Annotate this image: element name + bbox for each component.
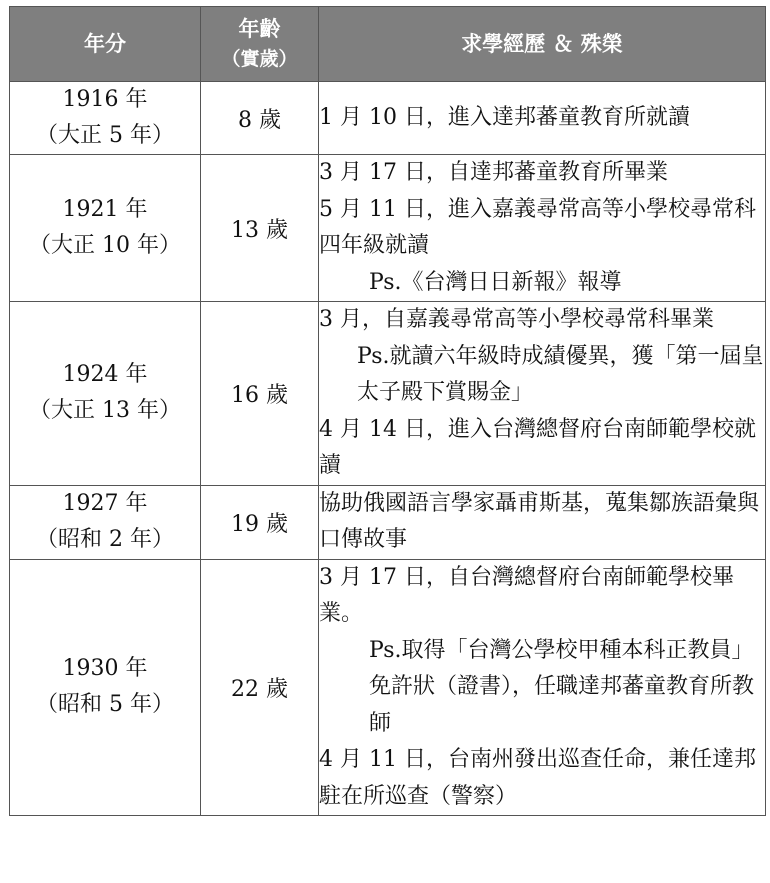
year-cell	[10, 155, 201, 302]
events-cell	[319, 155, 766, 302]
age-column-header	[201, 7, 319, 82]
age-cell: 13 歲	[201, 155, 319, 302]
year-text: 1924 年	[62, 362, 148, 388]
era-text: （昭和 2 年）	[36, 527, 174, 552]
year-text: 1921 年	[62, 197, 148, 222]
year-text: 1927 年	[62, 491, 148, 516]
event-entry: 4 月 14 日，進入台灣總督府台南師範學校就讀	[319, 416, 756, 478]
event-entry: 3 月，自嘉義尋常高等小學校尋常科畢業	[319, 307, 714, 332]
table-row	[10, 559, 766, 816]
year-text: 1916 年	[62, 87, 148, 112]
year-cell	[10, 485, 201, 559]
events-cell	[319, 82, 766, 155]
year-cell	[10, 302, 201, 486]
event-entry: 3 月 17 日，自台灣總督府台南師範學校畢業。	[319, 564, 734, 626]
age-cell: 8 歲	[201, 82, 319, 155]
age-cell: 16 歲	[201, 302, 319, 486]
table-row	[10, 302, 766, 486]
timeline-table	[9, 6, 766, 816]
era-text: （昭和 5 年）	[36, 692, 174, 718]
table-row	[10, 485, 766, 559]
age-header-label: 年齡	[238, 17, 281, 41]
table-row	[10, 155, 766, 302]
event-entry: 3 月 17 日，自達邦蕃童教育所畢業	[319, 160, 668, 185]
era-text: （大正 10 年）	[29, 233, 181, 258]
year-cell	[10, 559, 201, 816]
year-column-header: 年分	[10, 7, 201, 82]
ps-note: Ps.就讀六年級時成績優異，獲「第一屆皇太子殿下賞賜金」	[357, 343, 764, 405]
year-cell	[10, 82, 201, 155]
age-cell: 22 歲	[201, 559, 319, 816]
event-entry: 4 月 11 日，台南州發出巡查任命，兼任達邦駐在所巡查（警察）	[319, 747, 756, 809]
table-row	[10, 82, 766, 155]
events-column-header: 求學經歷 ＆ 殊榮	[319, 7, 766, 82]
table-header-row	[10, 7, 766, 82]
event-entry: 5 月 11 日，進入嘉義尋常高等小學校尋常科四年級就讀	[319, 196, 756, 258]
ps-note: Ps.取得「台灣公學校甲種本科正教員」免許狀（證書），任職達邦蕃童教育所教師	[369, 637, 755, 736]
age-cell: 19 歲	[201, 485, 319, 559]
events-cell	[319, 559, 766, 816]
event-entry: 1 月 10 日，進入達邦蕃童教育所就讀	[319, 104, 690, 130]
year-text: 1930 年	[62, 656, 148, 682]
ps-note: Ps.《台灣日日新報》報導	[369, 269, 622, 295]
era-text: （大正 5 年）	[36, 123, 174, 148]
age-header-sublabel: （實歲）	[221, 48, 298, 70]
events-cell	[319, 302, 766, 486]
event-entry: 協助俄國語言學家聶甫斯基，蒐集鄒族語彙與口傳故事	[319, 490, 760, 552]
era-text: （大正 13 年）	[29, 398, 181, 424]
events-cell	[319, 485, 766, 559]
table-body	[10, 82, 766, 816]
